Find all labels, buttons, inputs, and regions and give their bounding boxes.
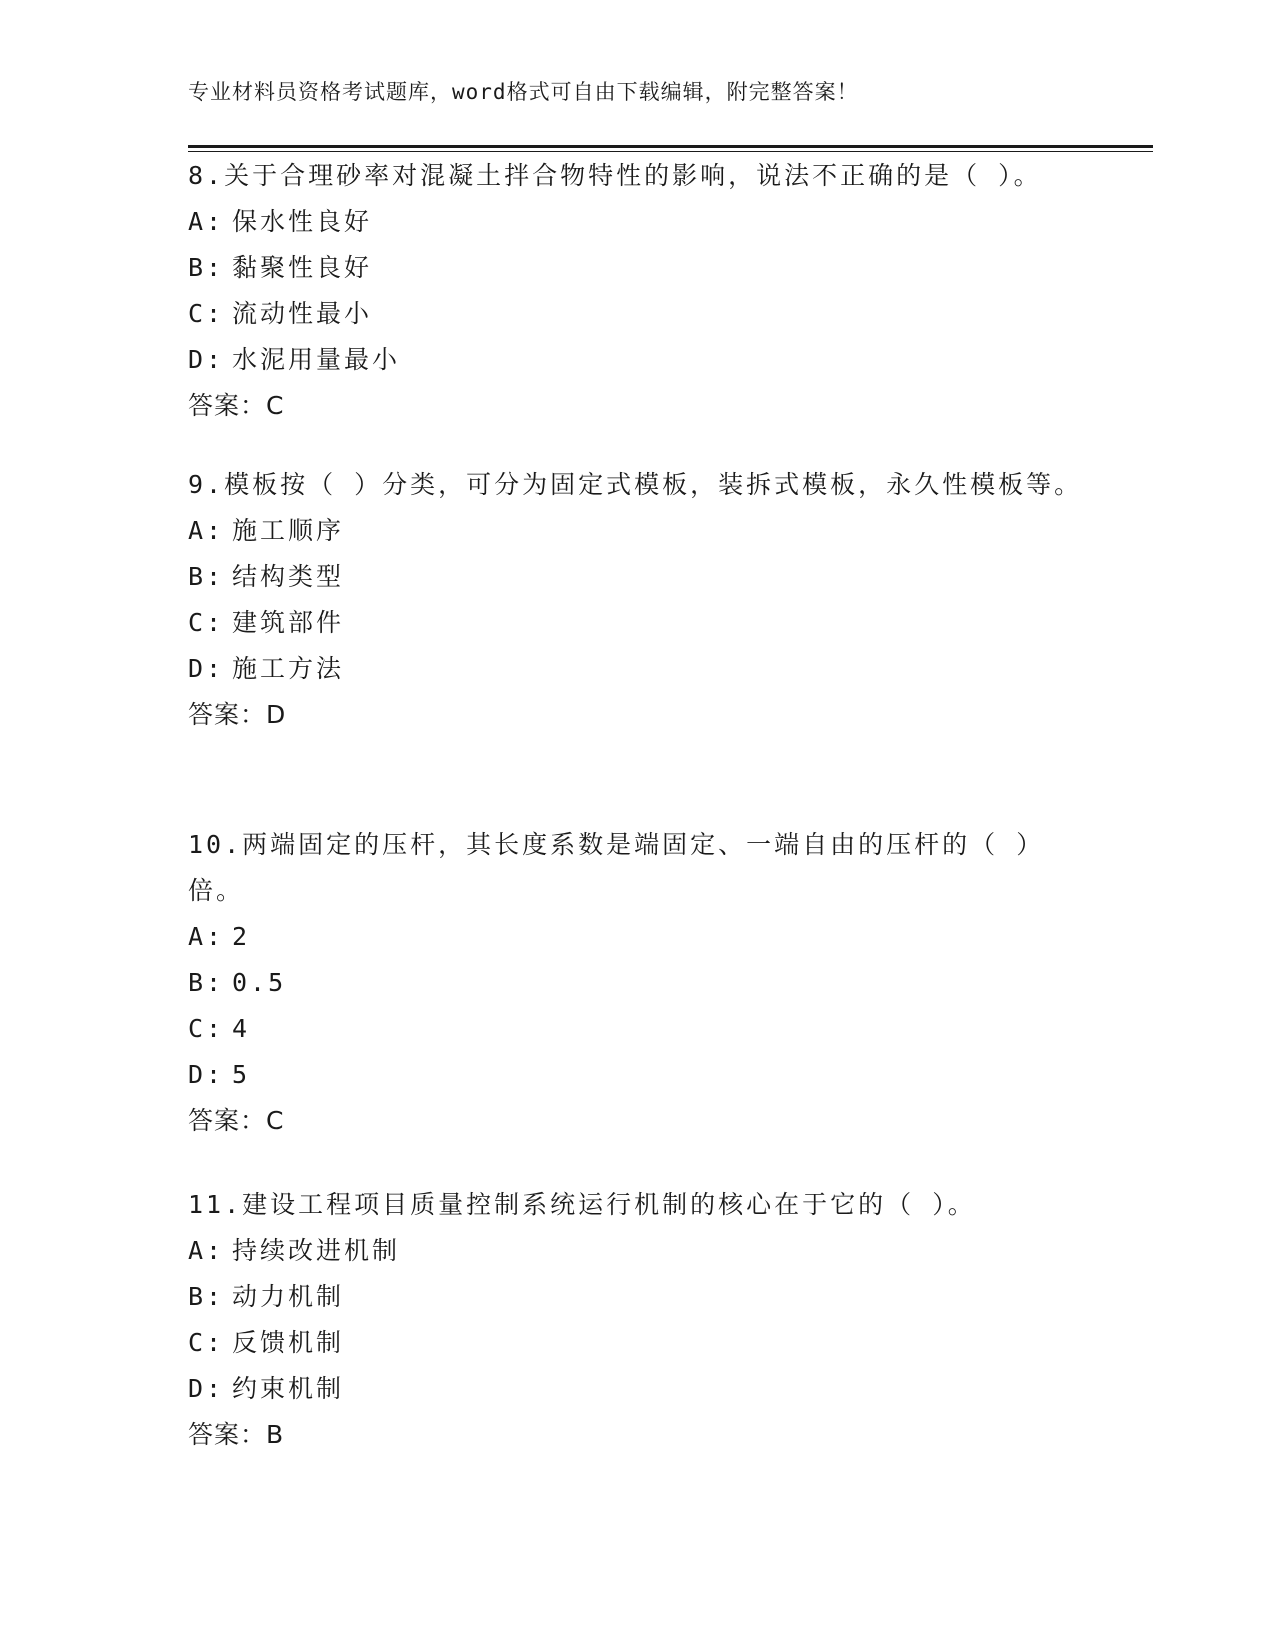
option-c: C: 流动性最小 xyxy=(188,299,373,328)
question-9 xyxy=(188,462,1088,738)
question-stem: 8.关于合理砂率对混凝土拌合物特性的影响，说法不正确的是（ ）。 xyxy=(188,161,1042,190)
question-stem: 10.两端固定的压杆，其长度系数是端固定、一端自由的压杆的（ ）倍。 xyxy=(188,830,1045,905)
option-c: C: 反馈机制 xyxy=(188,1328,345,1357)
option-d: D: 施工方法 xyxy=(188,654,345,683)
question-11 xyxy=(188,1182,1088,1458)
answer: 答案：B xyxy=(188,1420,285,1449)
option-c: C: 建筑部件 xyxy=(188,608,345,637)
answer: 答案：C xyxy=(188,391,285,420)
answer: 答案：C xyxy=(188,1106,285,1135)
answer: 答案：D xyxy=(188,700,287,729)
option-b: B: 0.5 xyxy=(188,968,287,997)
option-a: A: 保水性良好 xyxy=(188,207,373,236)
option-c: C: 4 xyxy=(188,1014,251,1043)
page-header: 专业材料员资格考试题库，word格式可自由下载编辑，附完整答案！ xyxy=(188,80,859,104)
header-rule-thick xyxy=(188,145,1153,148)
option-d: D: 约束机制 xyxy=(188,1374,345,1403)
question-10 xyxy=(188,822,1088,1144)
question-stem: 11.建设工程项目质量控制系统运行机制的核心在于它的（ ）。 xyxy=(188,1190,976,1219)
option-d: D: 5 xyxy=(188,1060,251,1089)
option-d: D: 水泥用量最小 xyxy=(188,345,401,374)
option-b: B: 结构类型 xyxy=(188,562,345,591)
option-a: A: 施工顺序 xyxy=(188,516,345,545)
option-a: A: 持续改进机制 xyxy=(188,1236,401,1265)
header-rule-thin xyxy=(188,151,1153,152)
option-b: B: 黏聚性良好 xyxy=(188,253,373,282)
option-a: A: 2 xyxy=(188,922,251,951)
option-b: B: 动力机制 xyxy=(188,1282,345,1311)
question-stem: 9.模板按（ ）分类，可分为固定式模板，装拆式模板，永久性模板等。 xyxy=(188,470,1083,499)
question-8 xyxy=(188,153,1088,429)
